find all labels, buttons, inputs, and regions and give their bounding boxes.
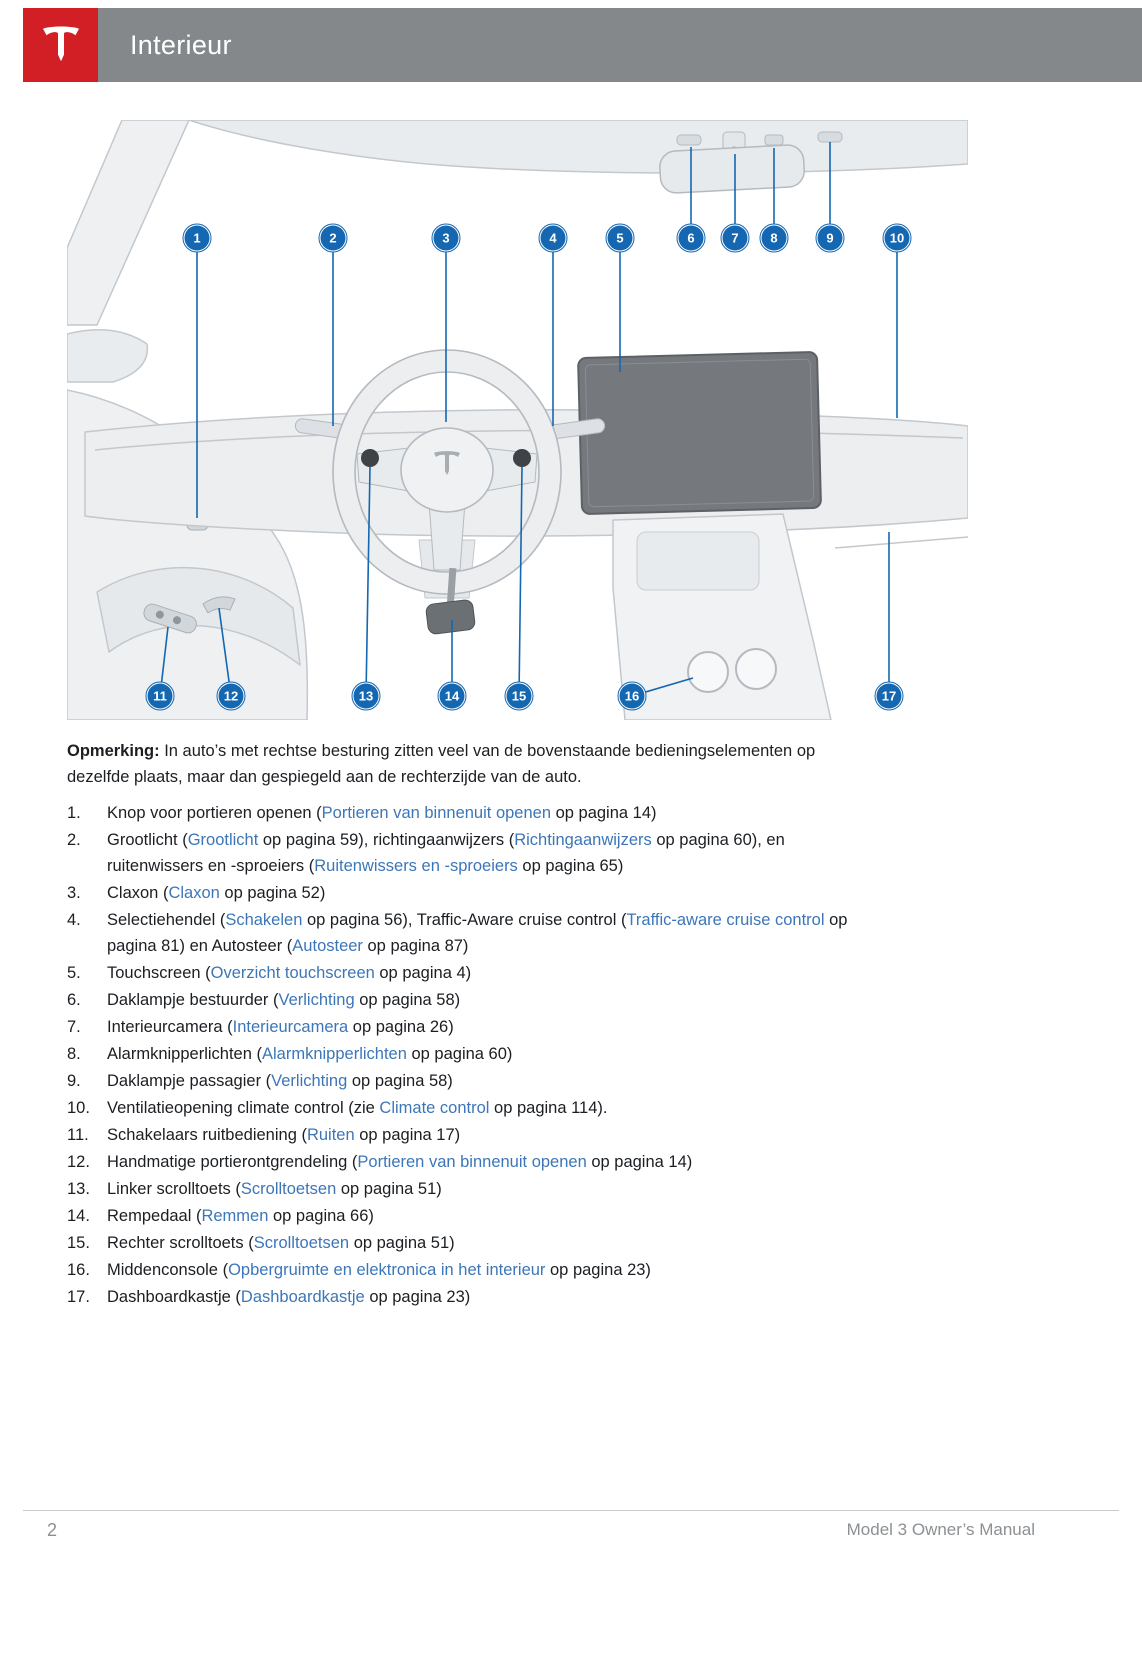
list-item (67, 880, 1142, 906)
callout-number: 9 (826, 230, 834, 246)
item-text (107, 1257, 882, 1283)
callout-number: 7 (731, 230, 739, 246)
inline-link[interactable]: Portieren van binnenuit openen (357, 1153, 587, 1171)
inline-link[interactable]: Ruitenwissers en -sproeiers (314, 857, 518, 875)
item-number: 9. (67, 1072, 81, 1090)
hazard-switch (765, 135, 783, 145)
text-segment: op pagina 58) (347, 1072, 453, 1090)
note-label: Opmerking: (67, 742, 160, 760)
list-item (67, 1095, 1142, 1121)
list-item (67, 987, 1142, 1013)
text-segment: Schakelaars ruitbediening ( (107, 1126, 307, 1144)
text-segment: op pagina 52) (219, 884, 326, 902)
text-segment: Linker scrolltoets ( (107, 1180, 241, 1198)
text-segment: Interieurcamera ( (107, 1018, 233, 1036)
list-item (67, 907, 1142, 959)
callout-number: 12 (223, 688, 239, 704)
callout-number: 4 (549, 230, 557, 246)
text-segment: Alarmknipperlichten ( (107, 1045, 262, 1063)
item-text (107, 800, 882, 826)
item-text (107, 960, 882, 986)
dome-light-passenger (818, 132, 842, 142)
inline-link[interactable]: Verlichting (271, 1072, 348, 1090)
callout-number: 17 (881, 688, 897, 704)
text-segment: op pagina 87) (362, 937, 469, 955)
text-segment: op pagina 65) (517, 857, 624, 875)
page-footer (23, 1510, 1119, 1541)
text-segment: op pagina 51) (336, 1180, 442, 1198)
text-segment: op pagina 26) (348, 1018, 454, 1036)
inline-link[interactable]: Opbergruimte en elektronica in het interieur (228, 1261, 546, 1279)
item-number: 17. (67, 1288, 90, 1306)
a-pillar-left (67, 120, 189, 325)
callout-number: 16 (624, 688, 640, 704)
callout-number: 13 (358, 688, 374, 704)
headliner (189, 120, 968, 173)
list-item (67, 1284, 1142, 1310)
note (67, 738, 877, 790)
text-segment: op pagina 59), richtingaanwijzers ( (258, 831, 515, 849)
inline-link[interactable]: Richtingaanwijzers (514, 831, 652, 849)
interior-illustration (67, 120, 968, 720)
interior-drawing (67, 120, 968, 720)
item-text (107, 1041, 882, 1067)
text-segment: Middenconsole ( (107, 1261, 229, 1279)
item-number: 12. (67, 1153, 90, 1171)
inline-link[interactable]: Overzicht touchscreen (210, 964, 375, 982)
text-segment: op pagina 60), en ruitenwissers en -sproeiers ( (107, 831, 785, 875)
text-segment: op pagina 114). (489, 1099, 608, 1117)
text-segment: op pagina 4) (374, 964, 472, 982)
item-text (107, 1014, 882, 1040)
item-number: 6. (67, 991, 81, 1009)
callout-number: 5 (616, 230, 624, 246)
item-text (107, 1176, 882, 1202)
brake-pedal (425, 599, 475, 635)
text-segment: op pagina 56), Traffic-Aware cruise control ( (302, 911, 627, 929)
list-item (67, 1176, 1142, 1202)
callout-number: 3 (442, 230, 450, 246)
inline-link[interactable]: Claxon (168, 884, 220, 902)
tesla-logo (23, 8, 98, 82)
text-segment: Dashboardkastje ( (107, 1288, 241, 1306)
callout-number: 14 (444, 688, 460, 704)
text-segment: Knop voor portieren openen ( (107, 804, 322, 822)
list-item (67, 1068, 1142, 1094)
console-dock (637, 532, 759, 590)
callout-number: 15 (511, 688, 527, 704)
inline-link[interactable]: Dashboardkastje (240, 1288, 365, 1306)
item-number: 3. (67, 884, 81, 902)
text-segment: op pagina 14) (551, 804, 657, 822)
callout-number: 8 (770, 230, 778, 246)
callout-number: 6 (687, 230, 695, 246)
item-text (107, 907, 882, 959)
list-item (67, 1014, 1142, 1040)
inline-link[interactable]: Schakelen (225, 911, 303, 929)
item-number: 16. (67, 1261, 90, 1279)
left-scroll-button (361, 449, 379, 467)
item-text (107, 827, 882, 879)
note-text: In auto’s met rechtse besturing zitten veel van de bovenstaande bedieningselementen op dezelfde plaats, maar dan gespiegeld aan de rechterzijde van de auto. (67, 742, 816, 786)
text-segment: Handmatige portierontgrendeling ( (107, 1153, 358, 1171)
item-number: 14. (67, 1207, 90, 1225)
list-item (67, 827, 1142, 879)
inline-link[interactable]: Interieurcamera (232, 1018, 349, 1036)
rearview-mirror (659, 144, 805, 193)
inline-link[interactable]: Climate control (379, 1099, 490, 1117)
item-number: 15. (67, 1234, 90, 1252)
inline-link[interactable]: Remmen (201, 1207, 269, 1225)
text-segment: Touchscreen ( (107, 964, 211, 982)
text-segment: op pagina 66) (268, 1207, 374, 1225)
inline-link[interactable]: Autosteer (292, 937, 363, 955)
touchscreen (578, 352, 821, 514)
right-scroll-button (513, 449, 531, 467)
inline-link[interactable]: Portieren van binnenuit openen (321, 804, 551, 822)
item-text (107, 1149, 882, 1175)
interior-diagram (67, 120, 968, 720)
list-item (67, 1122, 1142, 1148)
text-segment: Daklampje passagier ( (107, 1072, 272, 1090)
inline-link[interactable]: Ruiten (306, 1126, 355, 1144)
text-segment: op pagina 23) (364, 1288, 471, 1306)
text-segment: Rechter scrolltoets ( (107, 1234, 254, 1252)
item-text (107, 1095, 882, 1121)
item-number: 13. (67, 1180, 90, 1198)
inline-link[interactable]: Verlichting (278, 991, 355, 1009)
page-title: Interieur (130, 29, 232, 60)
inline-link[interactable]: Traffic-aware cruise control (626, 911, 825, 929)
header-bar (98, 8, 1142, 82)
callout-number: 11 (153, 688, 167, 704)
list-item (67, 1257, 1142, 1283)
text-segment: op pagina 17) (354, 1126, 461, 1144)
text-segment: Grootlicht ( (107, 831, 188, 849)
manual-title: Model 3 Owner’s Manual (846, 1520, 1035, 1539)
item-number: 4. (67, 911, 81, 929)
dome-light-driver (677, 135, 701, 145)
item-number: 11. (67, 1126, 89, 1144)
cupholder (688, 652, 728, 692)
text-segment: Ventilatieopening climate control (zie (107, 1099, 380, 1117)
callout-number: 10 (889, 230, 905, 246)
text-segment: op pagina 23) (545, 1261, 651, 1279)
text-segment: Claxon ( (107, 884, 169, 902)
item-number: 1. (67, 804, 81, 822)
item-number: 10. (67, 1099, 90, 1117)
list-item (67, 1041, 1142, 1067)
item-number: 8. (67, 1045, 81, 1063)
list-item (67, 1203, 1142, 1229)
tesla-t-icon (37, 21, 85, 69)
item-number: 7. (67, 1018, 81, 1036)
list-item (67, 1230, 1142, 1256)
item-text (107, 987, 882, 1013)
item-text (107, 1068, 882, 1094)
list-item (67, 1149, 1142, 1175)
text-segment: Daklampje bestuurder ( (107, 991, 279, 1009)
item-text (107, 1122, 882, 1148)
inline-link[interactable]: Scrolltoetsen (253, 1234, 350, 1252)
parts-list (67, 800, 1142, 1310)
text-segment: op pagina 81) en Autosteer ( (107, 911, 848, 955)
callout-number: 1 (193, 230, 201, 246)
text-segment: Selectiehendel ( (107, 911, 226, 929)
page-number: 2 (47, 1520, 58, 1540)
list-item (67, 960, 1142, 986)
item-text (107, 880, 882, 906)
text-segment: op pagina 51) (349, 1234, 455, 1252)
page-header (23, 8, 1142, 82)
item-text (107, 1230, 882, 1256)
item-number: 5. (67, 964, 81, 982)
text-segment: op pagina 60) (406, 1045, 513, 1063)
list-item (67, 800, 1142, 826)
side-mirror (67, 330, 147, 382)
inline-link[interactable]: Scrolltoetsen (240, 1180, 337, 1198)
text-segment: Rempedaal ( (107, 1207, 202, 1225)
glovebox-seam (835, 537, 968, 548)
callout-number: 2 (329, 230, 337, 246)
inline-link[interactable]: Alarmknipperlichten (261, 1045, 407, 1063)
cupholder (736, 649, 776, 689)
item-number: 2. (67, 831, 81, 849)
text-segment: op pagina 14) (586, 1153, 693, 1171)
text-segment: op pagina 58) (354, 991, 461, 1009)
item-text (107, 1203, 882, 1229)
inline-link[interactable]: Grootlicht (187, 831, 259, 849)
item-text (107, 1284, 882, 1310)
